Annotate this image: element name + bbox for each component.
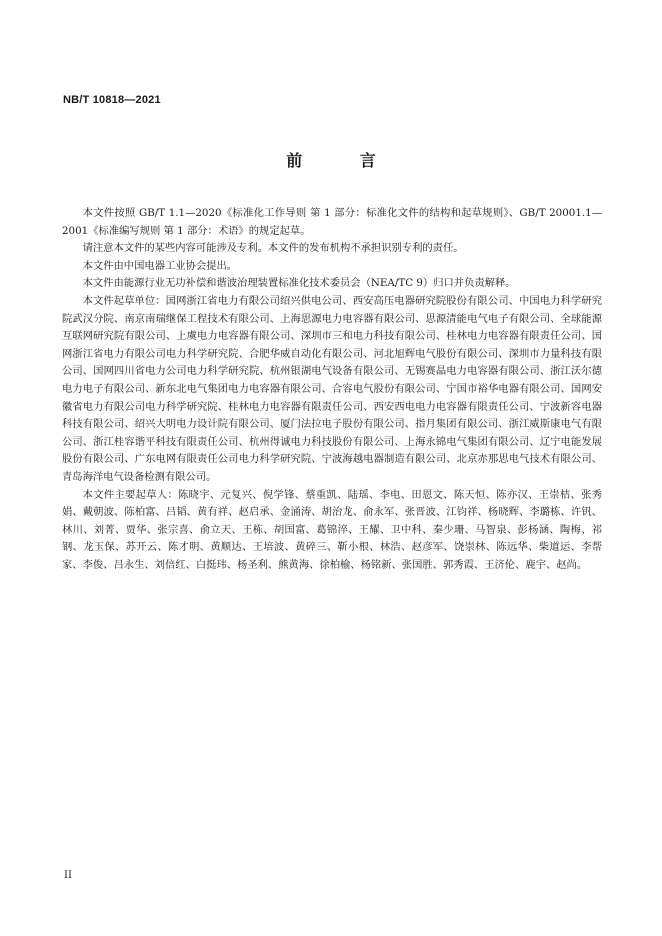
paragraph-drafting-rules: 本文件按照 GB/T 1.1—2020《标准化工作导则 第 1 部分：标准化文件的结构和起草规则》、GB/T 20001.1—2001《标准编写规则 第 1 部分：术语》的规定起草。: [62, 207, 602, 237]
foreword-body: [62, 205, 602, 574]
document-code: NB/T 10818—2021: [63, 94, 161, 106]
section-title: 前 言: [286, 151, 402, 170]
paragraph-proposed-by: 本文件由中国电器工业协会提出。: [82, 259, 238, 272]
paragraph-responsible-committee: 本文件由能源行业无功补偿和谐波治理装置标准化技术委员会（NEA/TC 9）归口并负责解释。: [82, 277, 516, 290]
paragraph-drafting-units: 本文件起草单位：国网浙江省电力有限公司绍兴供电公司、西安高压电器研究院股份有限公司、中国电力科学研究院武汉分院、南京南瑞继保工程技术有限公司、上海思源电力电容器有限公司、思源清能电气电子有限公司、全球能源互联网研究院有限公司、上虞电力电容器有限公司、深圳市三和电力科技有限公司、桂林电力电容器有限责任公司、国网浙江省电力有限公司电力科学研究院、合肥华威自动化有限公司、河北旭辉电气股份有限公司、深圳市力量科技有限公司、国网四川省电力公司电力科学研究院、杭州银湖电气设备有限公司、无锡赛晶电力电容器有限公司、浙江沃尔德电力电子有限公司、新东北电气集团电力电容器有限公司、合容电气股份有限公司、宁国市裕华电器有限公司、国网安徽省电力有限公司电力科学研究院、桂林电力电容器有限责任公司、西安西电电力电容器有限责任公司、宁波新容电器科技有限公司、绍兴大明电力设计院有限公司、厦门法拉电子股份有限公司、指月集团有限公司、浙江威斯康电气有限公司、浙江桂容谐平科技有限责任公司、杭州得诚电力科技股份有限公司、上海永锦电气集团有限公司、辽宁电能发展股份有限公司、广东电网有限责任公司电力科学研究院、宁波海越电器制造有限公司、北京赤那思电气技术有限公司、青岛海洋电气设备检测有限公司。: [62, 294, 602, 483]
paragraph-drafters: 本文件主要起草人：陈晓宇、元复兴、倪学锋、蔡重凯、陆瑶、李电、田恩文、陈天恒、陈亦汉、王崇桔、张秀娟、戴朝波、陈柏富、吕韬、黄有祥、赵启承、金涌涛、胡治龙、俞永军、张晋波、江钧祥、杨晓辉、李璐栋、许钒、林川、刘菁、贾华、张宗喜、俞立天、王栋、胡国富、葛锦淬、王耀、卫中科、秦少珊、马智泉、彭杨涵、陶梅、祁钢、龙玉保、苏开云、陈才明、黄顺达、王培波、黄碎三、靳小根、林浩、赵彦军、饶崇林、陈远华、柴道运、李帮家、李俊、吕永生、刘倍红、白挺玮、杨圣利、熊黄海、徐柏榆、杨铭新、张国胜、郭秀霞、王济伦、鹿宇、赵尚。: [62, 488, 602, 571]
page-number: II: [64, 870, 72, 881]
paragraph-patent-notice: 请注意本文件的某些内容可能涉及专利。本文件的发布机构不承担识别专利的责任。: [82, 242, 464, 255]
